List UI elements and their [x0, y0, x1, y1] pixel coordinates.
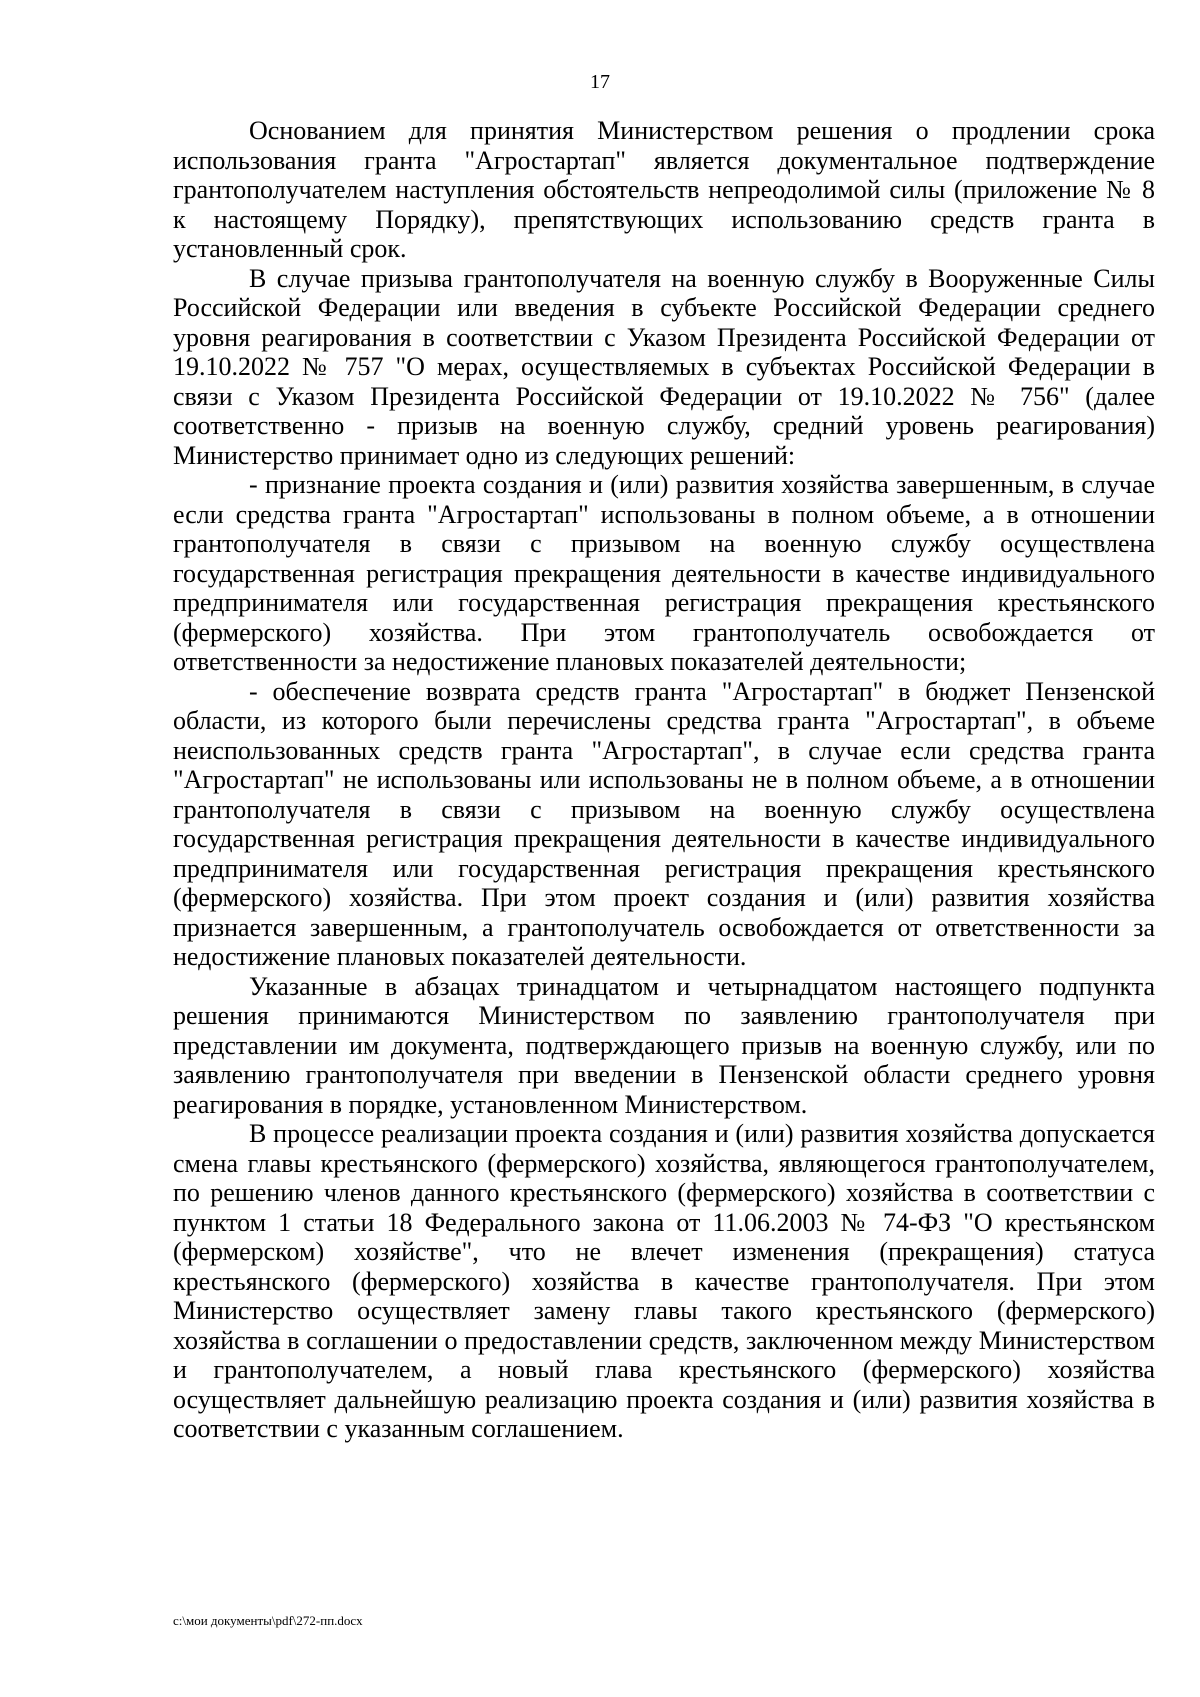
paragraph-head-change: В процессе реализации проекта создания и (или) развития хозяйства допускается смена главы крестьянского (фермерского) хозяйства, являющегося грантополучателем, по решению членов данного крестьянского (фермерского) хозяйства в соответствии с пунктом 1 статьи 18 Федерального закона от 11.06.2003 № 74-ФЗ "О крестьянском (фермерском) хозяйстве", что не влечет изменения (прекращения) статуса крестьянского (фермерского) хозяйства в качестве грантополучателя. При этом Министерство осуществляет замену главы такого крестьянского (фермерского) хозяйства в соглашении о предоставлении средств, заключенном между Министерством и грантополучателем, а новый глава крестьянского (фермерского) хозяйства осуществляет дальнейшую реализацию проекта создания и (или) развития хозяйства в соответствии с указанным соглашением.	[173, 1119, 1155, 1443]
paragraph-extension-basis: Основанием для принятия Министерством решения о продлении срока использования гранта "Агростартап" является документальное подтверждение грантополучателем наступления обстоятельств непреодолимой силы (приложение № 8 к настоящему Порядку), препятствующих использованию средств гранта в установленный срок.	[173, 116, 1155, 263]
paragraph-decision-completion: - признание проекта создания и (или) развития хозяйства завершенным, в случае если средства гранта "Агростартап" использованы в полном объеме, а в отношении грантополучателя в связи с призывом на военную службу осуществлена государственная регистрация прекращения деятельности в качестве индивидуального предпринимателя или государственная регистрация прекращения крестьянского (фермерского) хозяйства. При этом грантополучатель освобождается от ответственности за недостижение плановых показателей деятельности;	[173, 470, 1155, 676]
paragraph-military-service: В случае призыва грантополучателя на военную службу в Вооруженные Силы Российской Федерации или введения в субъекте Российской Федерации среднего уровня реагирования в соответствии с Указом Президента Российской Федерации от 19.10.2022 № 757 "О мерах, осуществляемых в субъектах Российской Федерации в связи с Указом Президента Российской Федерации от 19.10.2022 № 756" (далее соответственно - призыв на военную службу, средний уровень реагирования) Министерство принимает одно из следующих решений:	[173, 263, 1155, 470]
document-body	[173, 116, 1155, 1444]
paragraph-decision-procedure: Указанные в абзацах тринадцатом и четырнадцатом настоящего подпункта решения принимаются Министерством по заявлению грантополучателя при представлении им документа, подтверждающего призыв на военную службу, или по заявлению грантополучателя при введении в Пензенской области среднего уровня реагирования в порядке, установленном Министерством.	[173, 971, 1155, 1119]
paragraph-decision-refund: - обеспечение возврата средств гранта "Агростартап" в бюджет Пензенской области, из которого были перечислены средства гранта "Агростартап", в объеме неиспользованных средств гранта "Агростартап", в случае если средства гранта "Агростартап" не использованы или использованы не в полном объеме, а в отношении грантополучателя в связи с призывом на военную службу осуществлена государственная регистрация прекращения деятельности в качестве индивидуального предпринимателя или государственная регистрация прекращения крестьянского (фермерского) хозяйства. При этом проект создания и (или) развития хозяйства признается завершенным, а грантополучатель освобождается от ответственности за недостижение плановых показателей деятельности.	[173, 676, 1155, 971]
page-number: 17	[590, 71, 610, 93]
footer-file-path: c:\мои документы\pdf\272-пп.docx	[173, 1613, 363, 1628]
